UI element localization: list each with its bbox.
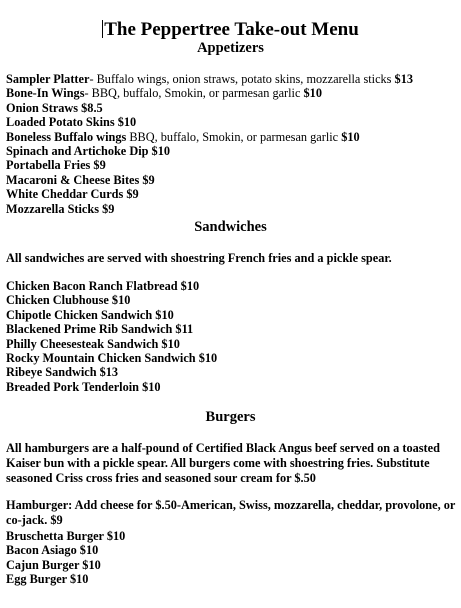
list-item: Blackened Prime Rib Sandwich $11 bbox=[6, 322, 194, 337]
list-item: Rocky Mountain Chicken Sandwich $10 bbox=[6, 351, 218, 366]
list-item: Bacon Asiago $10 bbox=[6, 543, 99, 558]
hamburger-item: Hamburger: Add cheese for $.50-American, Swiss, mozzarella, cheddar, provolone, or co-jack. $9 bbox=[6, 498, 456, 527]
list-item: Cajun Burger $10 bbox=[6, 557, 101, 572]
list-item: Chicken Clubhouse $10 bbox=[6, 293, 131, 308]
appetizers-heading: Appetizers bbox=[197, 40, 264, 56]
list-item: Chicken Bacon Ranch Flatbread $10 bbox=[6, 279, 200, 293]
list-item: Spinach and Artichoke Dip $10 bbox=[6, 144, 170, 159]
list-item: Portabella Fries $9 bbox=[6, 158, 106, 173]
list-item: Onion Straws $8.5 bbox=[6, 100, 103, 115]
list-item: Bruschetta Burger $10 bbox=[6, 529, 126, 543]
list-item: Bone-In Wings- BBQ, buffalo, Smokin, or parmesan garlic $10 bbox=[6, 86, 322, 101]
menu-title: The Peppertree Take-out Menu bbox=[104, 19, 359, 40]
sandwiches-list bbox=[6, 279, 458, 394]
sandwiches-note: All sandwiches are served with shoestring French fries and a pickle spear. bbox=[6, 251, 392, 265]
list-item: Egg Burger $10 bbox=[6, 572, 89, 587]
list-item: Philly Cheesesteak Sandwich $10 bbox=[6, 336, 180, 351]
list-item: Chipotle Chicken Sandwich $10 bbox=[6, 307, 174, 322]
list-item: Ribeye Sandwich $13 bbox=[6, 365, 119, 380]
list-item: Boneless Buffalo wings BBQ, buffalo, Smokin, or parmesan garlic $10 bbox=[6, 129, 360, 144]
list-item: Macaroni & Cheese Bites $9 bbox=[6, 172, 155, 187]
burgers-list bbox=[6, 529, 458, 587]
burgers-heading: Burgers bbox=[205, 409, 256, 425]
sandwiches-heading: Sandwiches bbox=[194, 219, 267, 235]
list-item: White Cheddar Curds $9 bbox=[6, 187, 139, 202]
list-item: Loaded Potato Skins $10 bbox=[6, 115, 137, 130]
list-item: Sampler Platter- Buffalo wings, onion straws, potato skins, mozzarella sticks $13 bbox=[6, 72, 413, 86]
list-item: Breaded Pork Tenderloin $10 bbox=[6, 379, 161, 394]
burgers-note: All hamburgers are a half-pound of Certified Black Angus beef served on a toasted Kaiser bun with a pickle spear. All burgers come with shoestring fries. Substitute seasoned Criss cross fries and seasoned sour cream for $.50 bbox=[6, 441, 440, 485]
list-item: Mozzarella Sticks $9 bbox=[6, 201, 115, 216]
appetizers-list bbox=[6, 72, 458, 216]
